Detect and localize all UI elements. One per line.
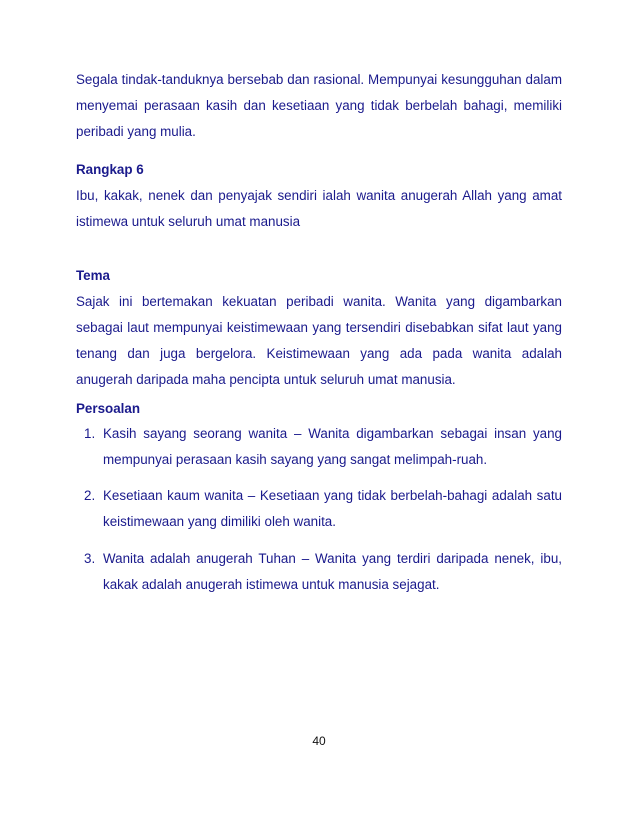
list-item: [76, 546, 562, 598]
list-item-text: Kesetiaan kaum wanita – Kesetiaan yang tidak berbelah-bahagi adalah satu keistimewaan yang dimiliki oleh wanita.: [103, 488, 562, 529]
page-number: 40: [312, 734, 326, 748]
intro-paragraph: Segala tindak-tanduknya bersebab dan rasional. Mempunyai kesungguhan dalam menyemai perasaan kasih dan kesetiaan yang tidak berbelah bahagi, memiliki peribadi yang mulia.: [76, 72, 562, 139]
list-item: [76, 421, 562, 473]
list-item: [76, 483, 562, 535]
tema-heading: Tema: [76, 268, 110, 283]
persoalan-heading: Persoalan: [76, 401, 141, 416]
rangkap6-text: Ibu, kakak, nenek dan penyajak sendiri ialah wanita anugerah Allah yang amat istimewa untuk seluruh umat manusia: [76, 188, 562, 229]
list-item-number: 1.: [84, 426, 96, 441]
list-item-number: 2.: [84, 488, 96, 503]
tema-text: Sajak ini bertemakan kekuatan peribadi wanita. Wanita yang digambarkan sebagai laut mempunyai keistimewaan yang tersendiri disebabkan sifat laut yang tenang dan juga bergelora. Keistimewaan yang ada pada wanita adalah anugerah daripada maha pencipta untuk seluruh umat manusia.: [76, 294, 562, 387]
list-item-text: Kasih sayang seorang wanita – Wanita digambarkan sebagai insan yang mempunyai perasaan kasih sayang yang sangat melimpah-ruah.: [103, 426, 562, 467]
list-item-text: Wanita adalah anugerah Tuhan – Wanita yang terdiri daripada nenek, ibu, kakak adalah anugerah istimewa untuk manusia sejagat.: [103, 551, 562, 592]
list-item-number: 3.: [84, 551, 96, 566]
rangkap6-heading: Rangkap 6: [76, 162, 144, 177]
